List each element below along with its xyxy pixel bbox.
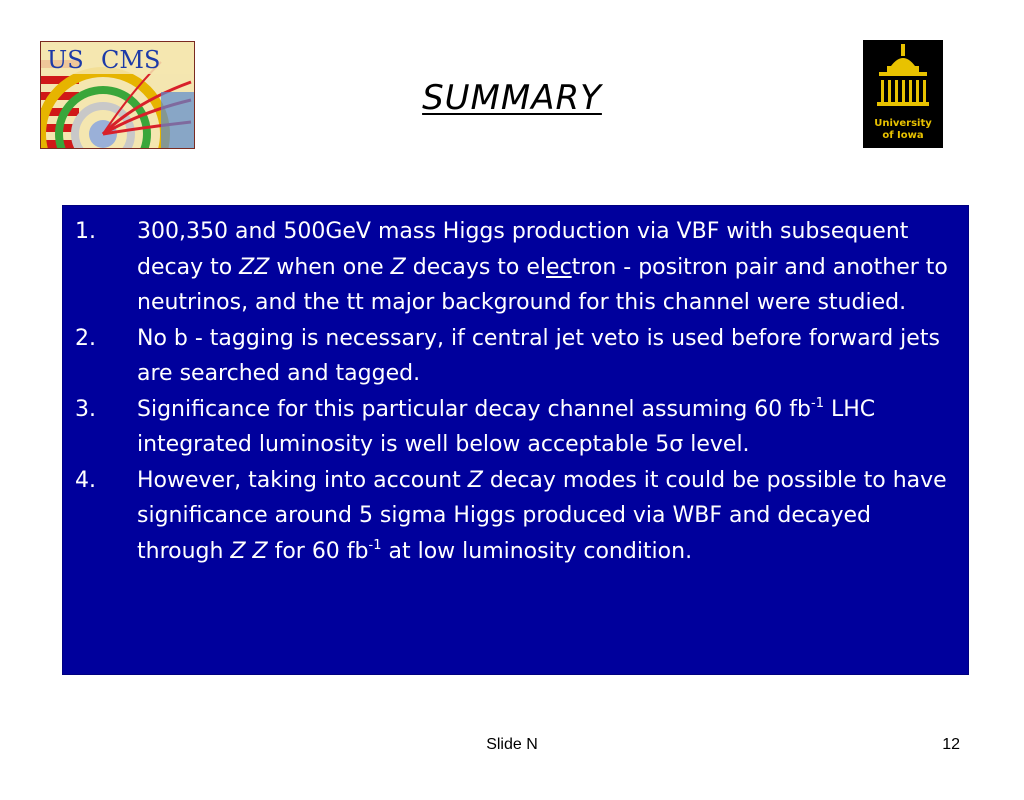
summary-item-3 <box>63 392 970 463</box>
item-text: level. <box>683 432 750 457</box>
sigma-symbol: σ <box>669 432 684 457</box>
item-text: LHC integrated luminosity is well below acceptable 5 <box>137 396 876 457</box>
item-text: when one <box>269 254 391 280</box>
item-text: decays to el <box>405 254 547 280</box>
slide-footer-label: Slide N <box>486 736 538 753</box>
item-number: 4. <box>75 467 96 493</box>
logo-us-text: US <box>47 46 84 74</box>
item-text: However, taking into account <box>137 467 468 493</box>
item-text: decay modes it could be possible to have significance around 5 sigma Higgs produced via WBF and decayed through <box>137 467 947 564</box>
item-italic-zz: ZZ <box>239 254 270 280</box>
item-number: 2. <box>75 325 96 351</box>
slide-page-number: 12 <box>942 736 960 753</box>
logo-cms-text: CMS <box>101 46 161 74</box>
item-text: at low luminosity condition. <box>381 538 693 564</box>
summary-box <box>62 205 969 675</box>
item-text: Significance for this particular decay channel assuming 60 fb <box>137 396 812 422</box>
iowa-capitol-graphic <box>863 40 943 148</box>
item-italic-z: Z <box>390 254 406 280</box>
item-number: 1. <box>75 219 96 244</box>
summary-item-2 <box>63 321 970 392</box>
item-text: for 60 fb <box>267 538 369 564</box>
summary-item-4 <box>63 463 970 570</box>
slide-title: SUMMARY <box>422 78 602 118</box>
item-text: tron - positron pair and another to neutrinos, and the tt major background for this channel were studied. <box>137 254 948 315</box>
logo-iowa-line2: of Iowa <box>882 130 924 141</box>
item-italic-zz: Z Z <box>230 538 268 564</box>
item-italic-z: Z <box>467 467 483 493</box>
item-text: 300,350 and 500GeV mass Higgs production via VBF with subsequent decay to <box>137 219 909 280</box>
item-superscript: -1 <box>368 537 382 553</box>
summary-list <box>63 214 970 569</box>
summary-item-1 <box>63 214 970 321</box>
item-text: No b - tagging is necessary, if central jet veto is used before forward jets are searched and tagged. <box>137 325 940 386</box>
logo-iowa-line1: University <box>874 118 932 129</box>
item-superscript: -1 <box>811 395 824 411</box>
university-of-iowa-logo <box>863 40 943 148</box>
item-number: 3. <box>75 396 96 422</box>
item-underlined-text: ec <box>546 254 572 280</box>
